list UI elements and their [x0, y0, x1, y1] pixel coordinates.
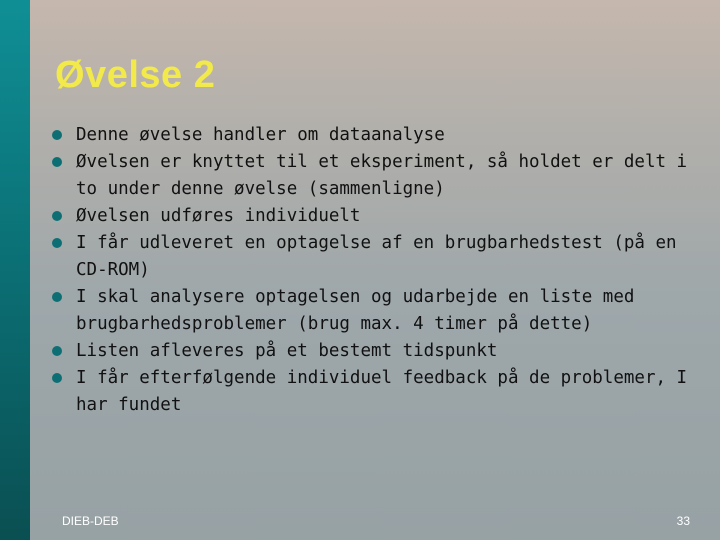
- bullet-item: [52, 284, 692, 338]
- bullet-text: Øvelsen er knyttet til et eksperiment, så holdet er delt i to under denne øvelse (sammenligne): [76, 152, 688, 199]
- bullet-text: Denne øvelse handler om dataanalyse: [76, 125, 445, 145]
- side-band: [0, 0, 30, 540]
- page-number: 33: [676, 514, 690, 528]
- footer-label: DIEB-DEB: [62, 514, 119, 528]
- bullet-text: I får udleveret en optagelse af en brugbarhedstest (på en CD-ROM): [76, 233, 677, 280]
- bullet-item: [52, 122, 692, 149]
- bullet-text: I får efterfølgende individuel feedback på de problemer, I har fundet: [76, 368, 688, 415]
- bullet-dot-icon: [52, 292, 62, 302]
- bullet-dot-icon: [52, 130, 62, 140]
- bullet-item: [52, 365, 692, 419]
- bullet-dot-icon: [52, 346, 62, 356]
- slide-title: Øvelse 2: [55, 54, 216, 96]
- bullet-item: [52, 338, 692, 365]
- bullet-dot-icon: [52, 373, 62, 383]
- bullet-dot-icon: [52, 157, 62, 167]
- bullet-dot-icon: [52, 238, 62, 248]
- bullet-text: I skal analysere optagelsen og udarbejde en liste med brugbarhedsproblemer (brug max. 4 timer på dette): [76, 287, 635, 334]
- bullet-item: [52, 203, 692, 230]
- bullet-item: [52, 149, 692, 203]
- bullet-text: Listen afleveres på et bestemt tidspunkt: [76, 341, 498, 361]
- bullet-list: [52, 122, 692, 419]
- bullet-text: Øvelsen udføres individuelt: [76, 206, 361, 226]
- bullet-item: [52, 230, 692, 284]
- bullet-dot-icon: [52, 211, 62, 221]
